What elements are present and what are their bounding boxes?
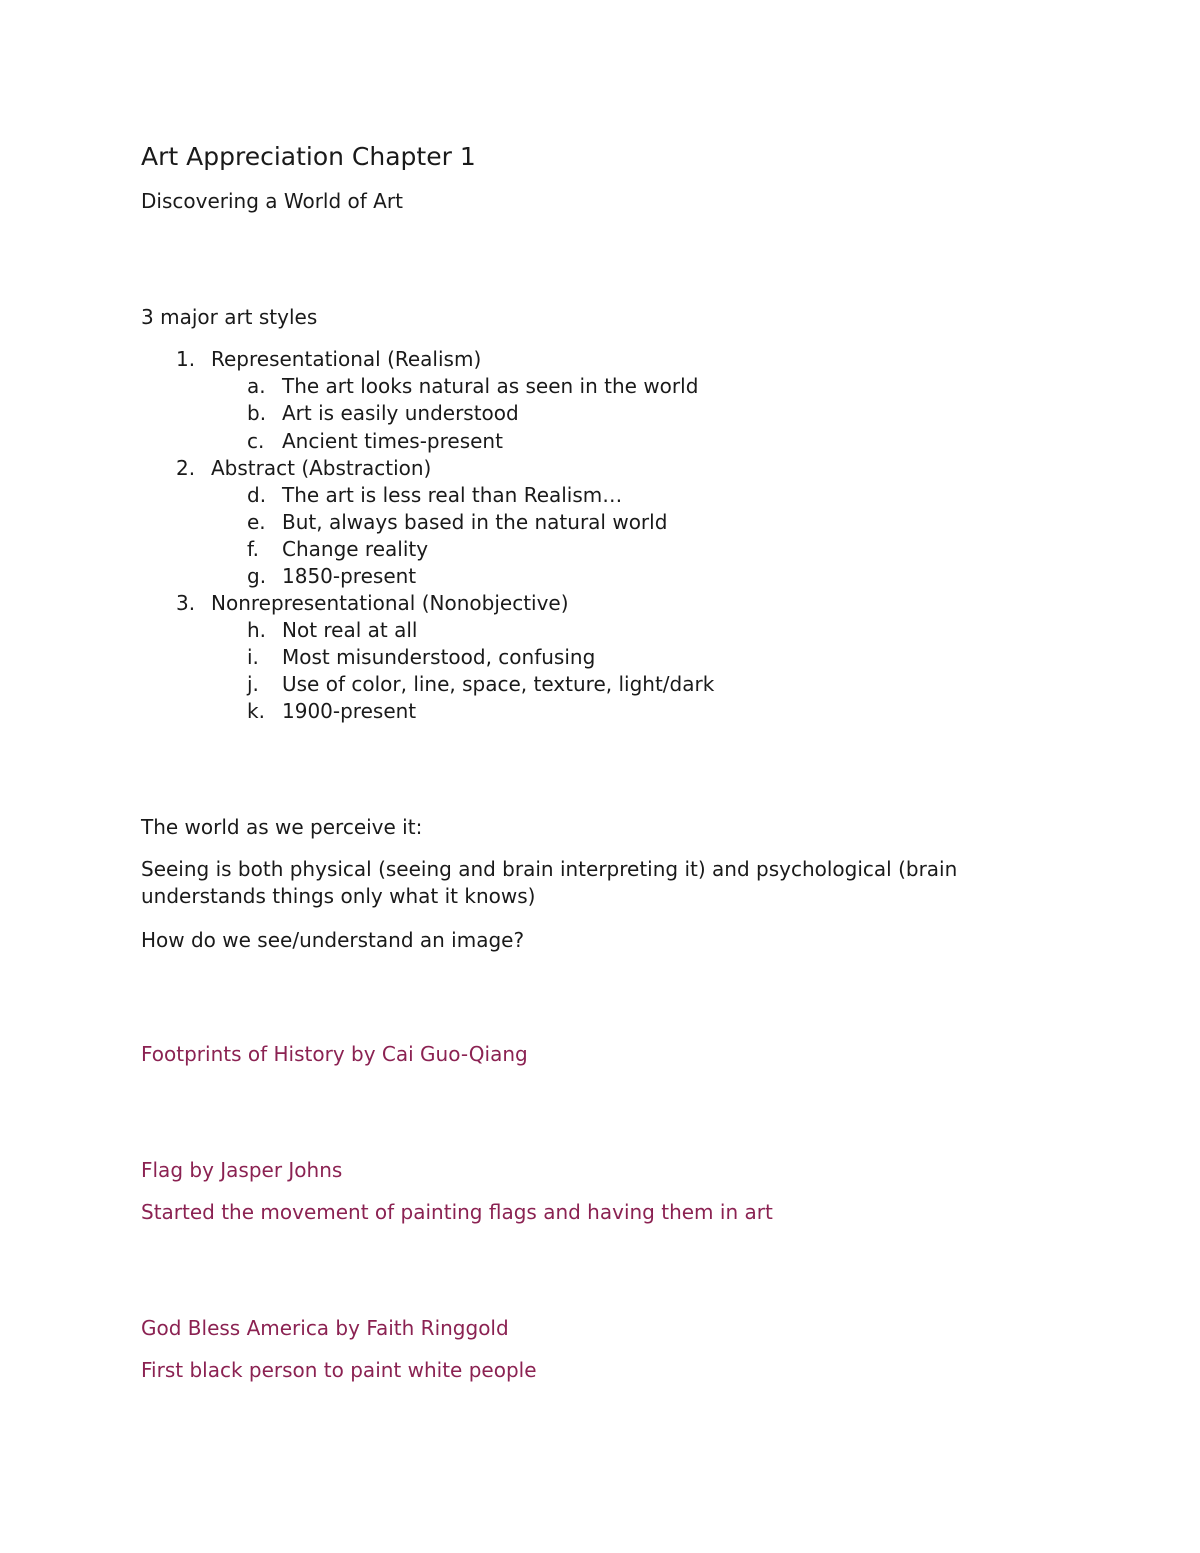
list-letter: j. xyxy=(247,672,259,696)
list-item: 1850-present xyxy=(282,564,417,588)
artwork-footprints-title: Footprints of History by Cai Guo-Qiang xyxy=(141,1042,528,1066)
list-letter: c. xyxy=(247,429,265,453)
perception-heading: The world as we perceive it: xyxy=(141,815,423,839)
list-item: Use of color, line, space, texture, light/dark xyxy=(282,672,715,696)
list-item: Ancient times-present xyxy=(282,429,503,453)
list-number: 3. xyxy=(176,591,196,615)
style-label: Nonrepresentational (Nonobjective) xyxy=(211,591,569,615)
perception-text-line-1: Seeing is both physical (seeing and brain interpreting it) and psychological (brain xyxy=(141,857,958,881)
list-item: Most misunderstood, confusing xyxy=(282,645,596,669)
list-number: 2. xyxy=(176,456,196,480)
perception-text-line-2: understands things only what it knows) xyxy=(141,884,536,908)
style-label: Abstract (Abstraction) xyxy=(211,456,432,480)
list-letter: f. xyxy=(247,537,259,561)
list-item: Not real at all xyxy=(282,618,418,642)
artwork-flag-title: Flag by Jasper Johns xyxy=(141,1158,343,1182)
list-letter: h. xyxy=(247,618,267,642)
list-item: Change reality xyxy=(282,537,429,561)
question-text: How do we see/understand an image? xyxy=(141,928,525,952)
list-letter: b. xyxy=(247,401,267,425)
artwork-god-bless-title: God Bless America by Faith Ringgold xyxy=(141,1316,509,1340)
style-label: Representational (Realism) xyxy=(211,347,482,371)
list-item: 1900-present xyxy=(282,699,417,723)
list-letter: d. xyxy=(247,483,267,507)
list-number: 1. xyxy=(176,347,196,371)
list-letter: e. xyxy=(247,510,266,534)
list-item: Art is easily understood xyxy=(282,401,519,425)
list-letter: i. xyxy=(247,645,259,669)
list-item: The art is less real than Realism… xyxy=(282,483,623,507)
list-item: But, always based in the natural world xyxy=(282,510,668,534)
list-item: The art looks natural as seen in the world xyxy=(282,374,699,398)
artwork-flag-note: Started the movement of painting flags and having them in art xyxy=(141,1200,773,1224)
list-letter: k. xyxy=(247,699,265,723)
list-letter: a. xyxy=(247,374,266,398)
page-subtitle: Discovering a World of Art xyxy=(141,189,403,213)
styles-heading: 3 major art styles xyxy=(141,305,318,329)
list-letter: g. xyxy=(247,564,267,588)
page-title: Art Appreciation Chapter 1 xyxy=(141,142,476,171)
artwork-god-bless-note: First black person to paint white people xyxy=(141,1358,537,1382)
